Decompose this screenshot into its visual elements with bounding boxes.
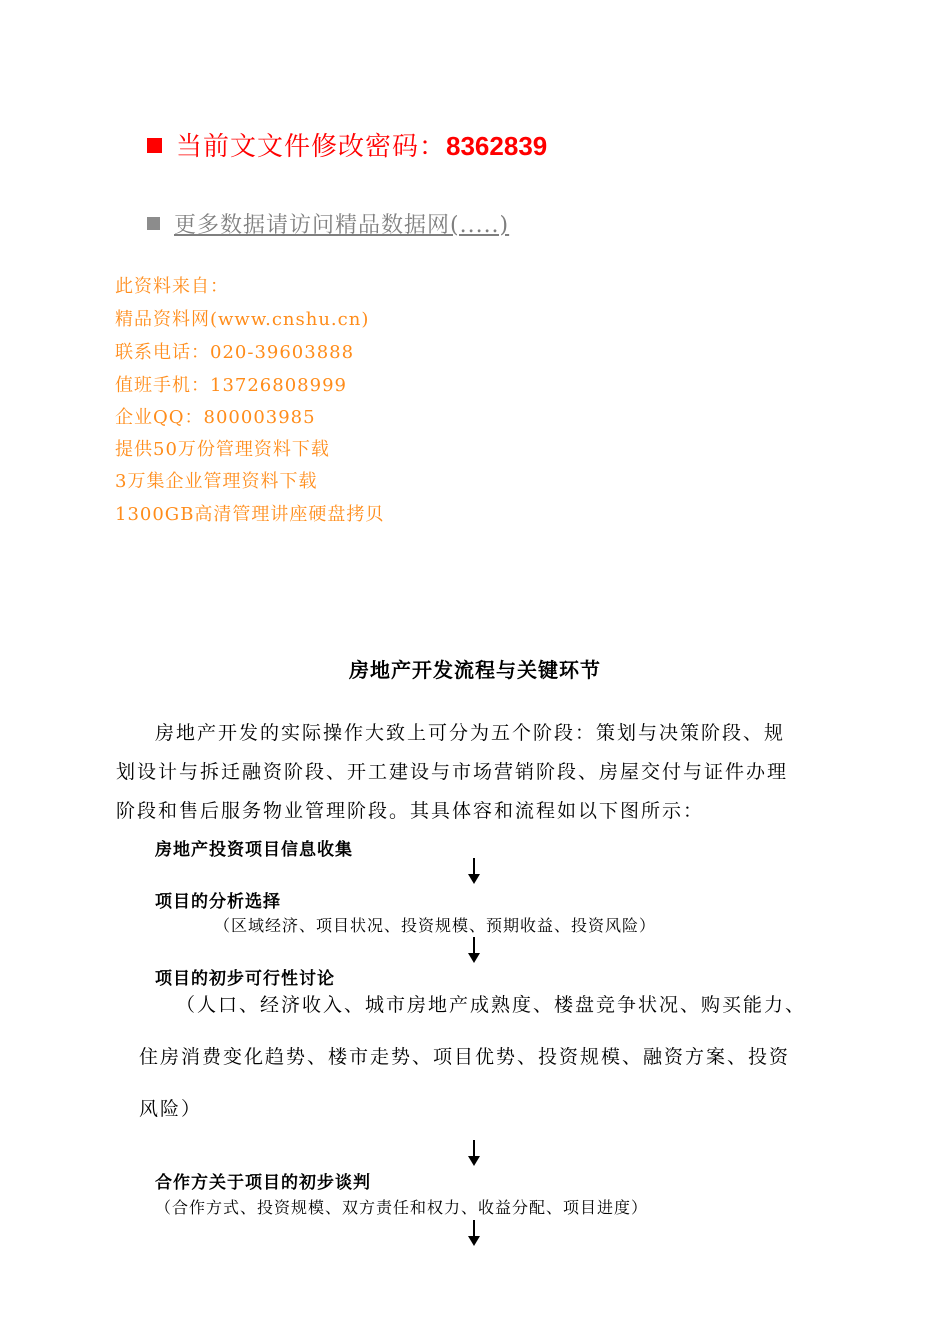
document-title: 房地产开发流程与关键环节 [349, 658, 601, 682]
source-line-heading: 此资料来自： [115, 276, 229, 297]
password-notice [176, 126, 547, 163]
flow-step-negotiation-note: （合作方式、投资规模、双方责任和权力、收益分配、项目进度） [155, 1198, 649, 1217]
source-line-offer-3: 1300GB高清管理讲座硬盘拷贝 [115, 504, 385, 525]
gray-square-bullet-icon [147, 217, 160, 230]
flow-arrow-down-icon [467, 1140, 481, 1166]
flow-step-feasibility-note-1: （人口、经济收入、城市房地产成熟度、楼盘竞争状况、购买能力、 [176, 994, 807, 1016]
password-code: 8362839 [446, 131, 548, 161]
source-line-offer-1: 提供50万份管理资料下载 [115, 439, 330, 460]
flow-arrow-down-icon [467, 1220, 481, 1246]
source-line-website: 精品资料网(www.cnshu.cn) [115, 309, 370, 330]
flow-step-negotiation: 合作方关于项目的初步谈判 [155, 1173, 371, 1193]
flow-step-feasibility: 项目的初步可行性讨论 [155, 969, 335, 989]
source-line-phone: 联系电话：020-39603888 [115, 342, 355, 363]
flow-step-analysis-note: （区域经济、项目状况、投资规模、预期收益、投资风险） [214, 916, 657, 935]
password-label: 当前文文件修改密码： [176, 132, 447, 162]
flow-step-feasibility-note-2: 住房消费变化趋势、楼市走势、项目优势、投资规模、融资方案、投资 [139, 1046, 791, 1068]
flow-step-info-collection: 房地产投资项目信息收集 [155, 840, 353, 860]
intro-line-1: 房地产开发的实际操作大致上可分为五个阶段：策划与决策阶段、规 [155, 722, 786, 744]
red-square-bullet-icon [147, 138, 162, 153]
flow-arrow-down-icon [467, 937, 481, 963]
flow-arrow-down-icon [467, 858, 481, 884]
flow-step-feasibility-note-3: 风险） [139, 1098, 203, 1120]
intro-line-3: 阶段和售后服务物业管理阶段。其具体容和流程如以下图所示： [116, 800, 705, 822]
flow-step-analysis: 项目的分析选择 [155, 892, 281, 912]
source-line-qq: 企业QQ：800003985 [115, 407, 316, 428]
more-data-link[interactable]: 更多数据请访问精品数据网(.....) [174, 213, 510, 238]
intro-line-2: 划设计与拆迁融资阶段、开工建设与市场营销阶段、房屋交付与证件办理 [116, 761, 789, 783]
source-line-mobile: 值班手机：13726808999 [115, 375, 347, 396]
source-line-offer-2: 3万集企业管理资料下载 [115, 471, 318, 492]
